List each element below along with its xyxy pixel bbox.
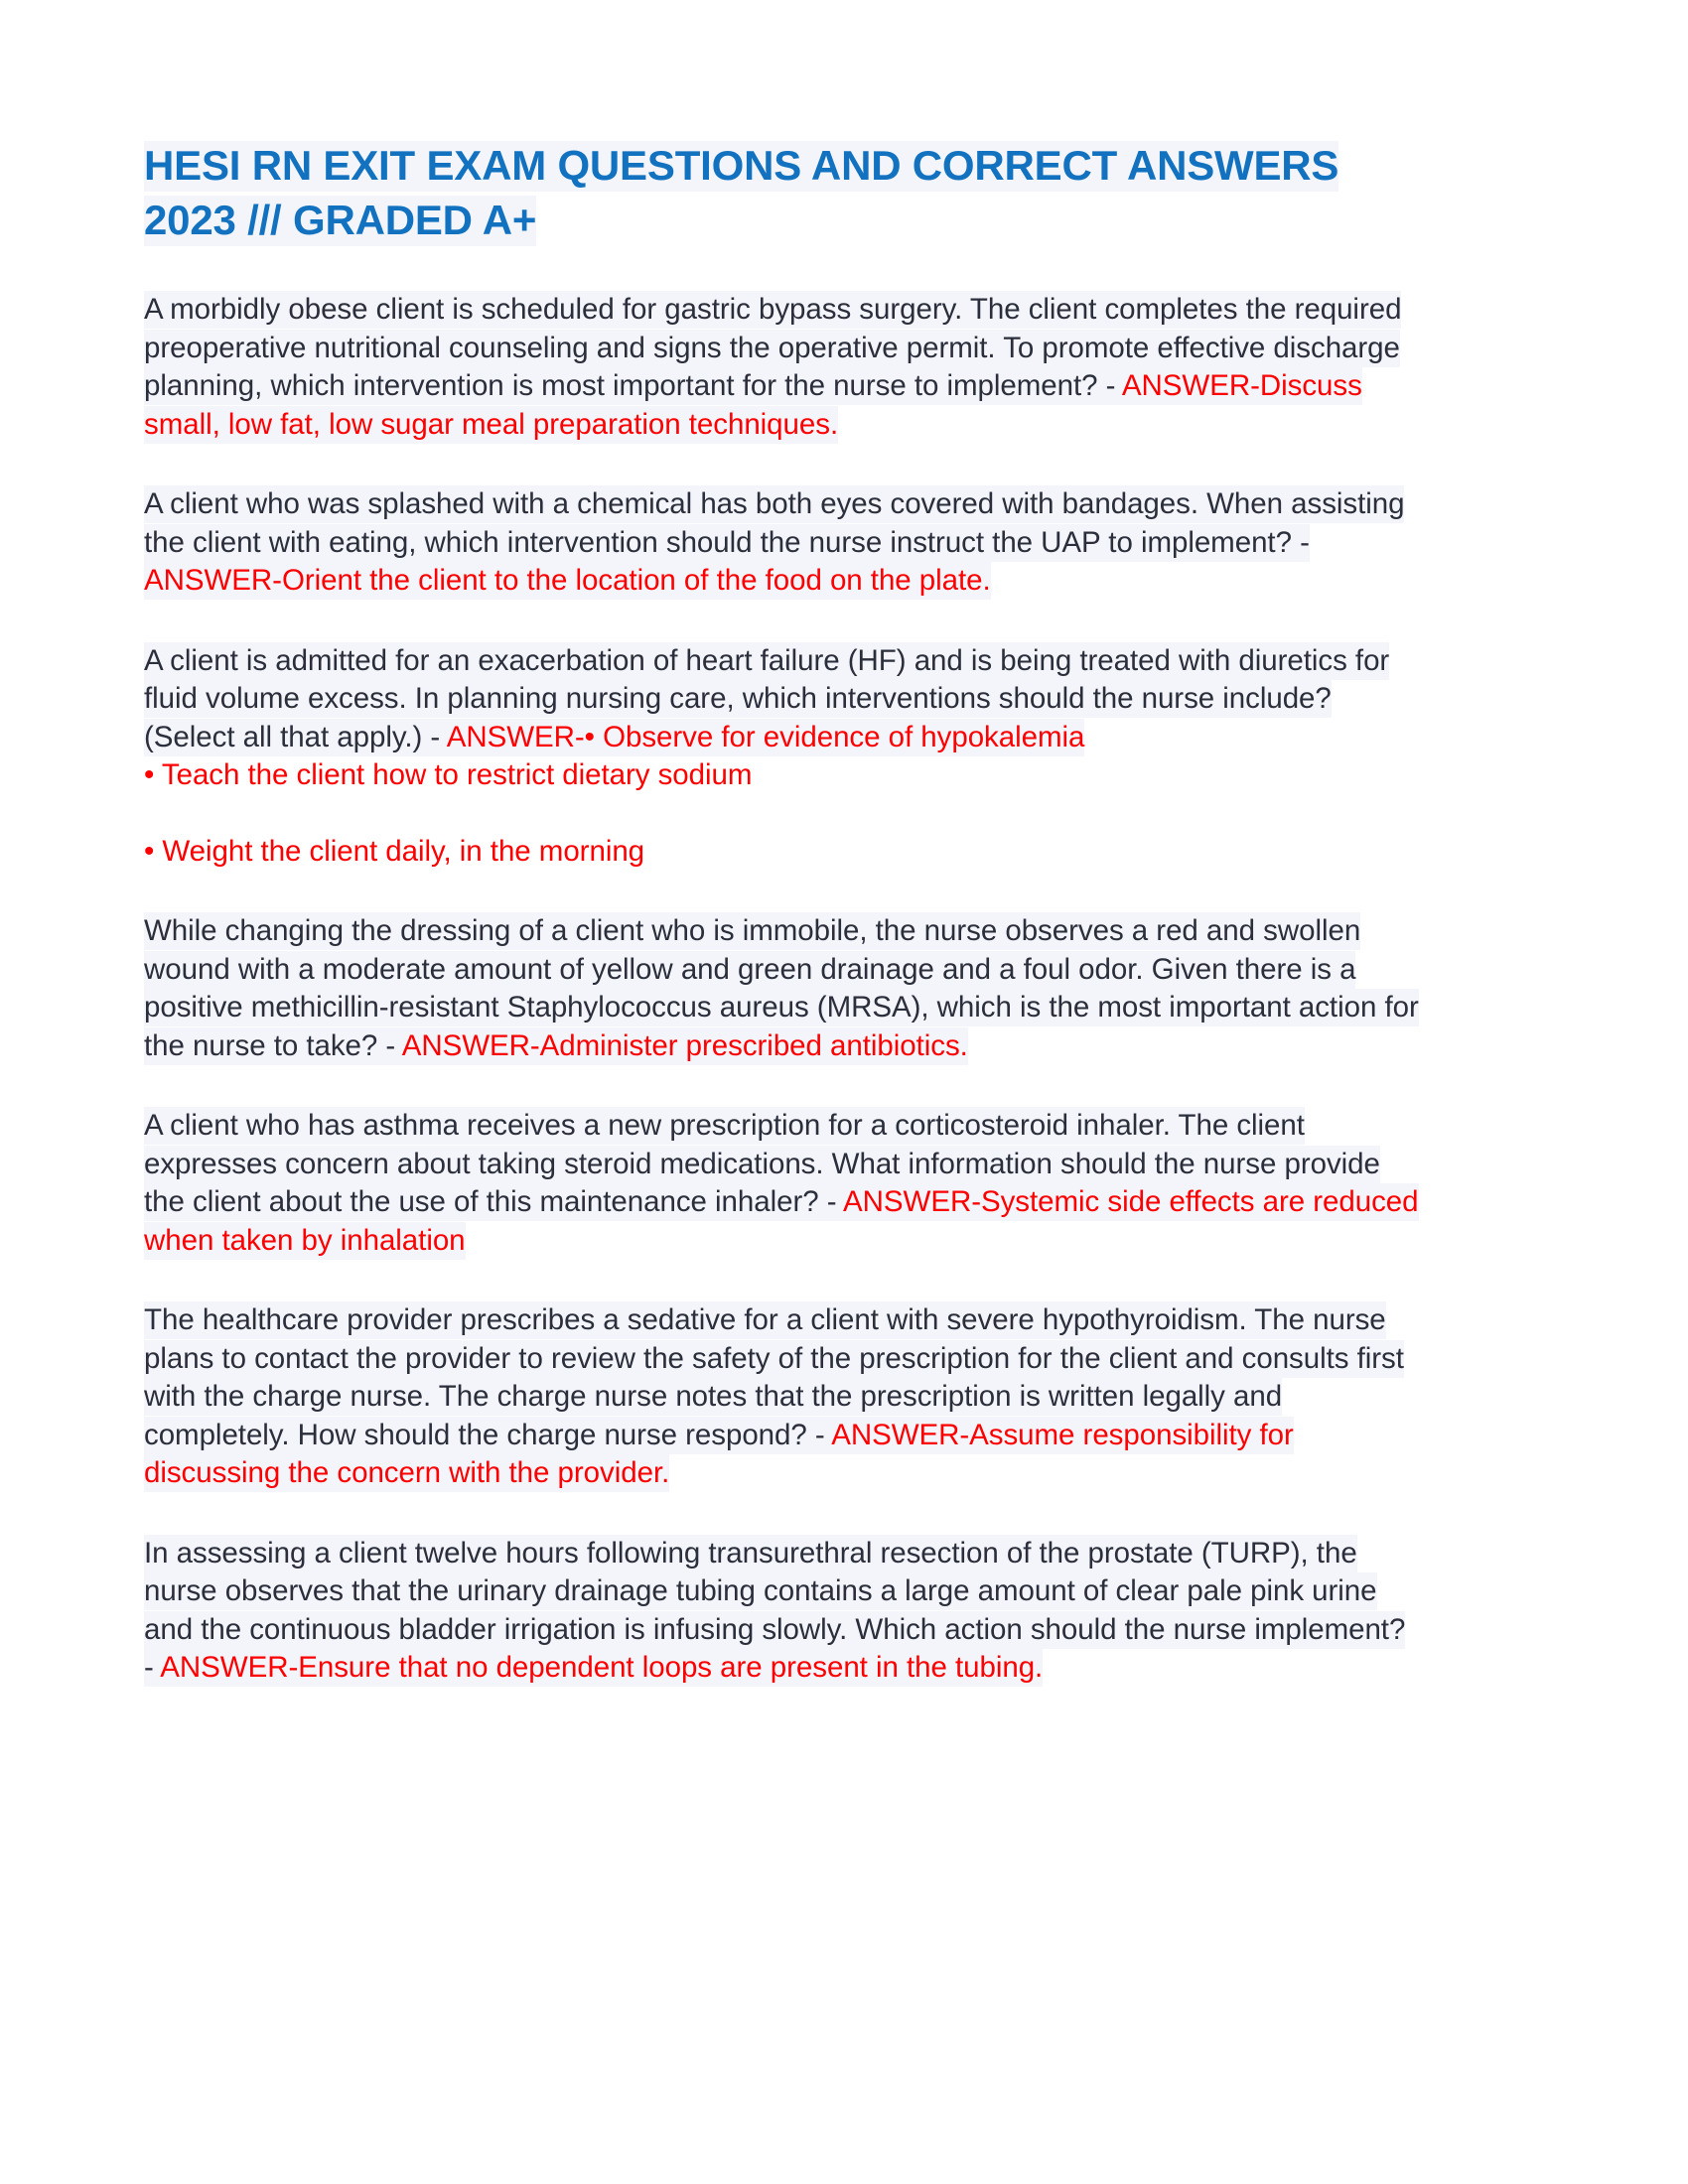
- answer-text: ANSWER-Assume responsibility for discussing the concern with the provider.: [144, 1418, 1294, 1490]
- qa-highlight: [144, 291, 1401, 443]
- answer-text: ANSWER-Ensure that no dependent loops are present in the tubing.: [160, 1651, 1044, 1685]
- qa-block: [144, 912, 1420, 1065]
- answer-bullet: • Weight the client daily, in the morning: [144, 835, 645, 868]
- question-text: The healthcare provider prescribes a sedative for a client with severe hypothyroidism. The nurse plans to contact the provider to review the safety of the prescription for the client and consults first with the charge nurse. The charge nurse notes that the prescription is written legally and completely. How should the charge nurse respond? -: [144, 1303, 1404, 1451]
- qa-highlight: [144, 1301, 1404, 1492]
- answer-text: ANSWER-Systemic side effects are reduced when taken by inhalation: [144, 1185, 1419, 1257]
- page-title-text: HESI RN EXIT EXAM QUESTIONS AND CORRECT ANSWERS 2023 /// GRADED A+: [144, 141, 1338, 246]
- question-text: A client who was splashed with a chemical has both eyes covered with bandages. When assisting the client with eating, which intervention should the nurse instruct the UAP to implement? -: [144, 487, 1405, 559]
- qa-highlight: [144, 642, 1420, 872]
- qa-block: [144, 291, 1420, 444]
- qa-block: [144, 1301, 1420, 1492]
- qa-highlight: [144, 912, 1419, 1064]
- page-title: [144, 139, 1425, 247]
- question-text: While changing the dressing of a client who is immobile, the nurse observes a red and swollen wound with a moderate amount of yellow and green drainage and a foul odor. Given there is a positive methicillin-resistant Staphylococcus aureus (MRSA), which is the most important action for the nurse to take? -: [144, 914, 1419, 1062]
- qa-block: [144, 1535, 1420, 1688]
- answer-text: ANSWER-Discuss small, low fat, low sugar meal preparation techniques.: [144, 369, 1362, 441]
- question-text: A morbidly obese client is scheduled for gastric bypass surgery. The client completes the required preoperative nutritional counseling and signs the operative permit. To promote effective discharge planning, which intervention is most important for the nurse to implement? -: [144, 293, 1402, 403]
- qa-block: [144, 1107, 1420, 1260]
- question-text: A client who has asthma receives a new prescription for a corticosteroid inhaler. The client expresses concern about taking steroid medications. What information should the nurse provide the client about the use of this maintenance inhaler? -: [144, 1109, 1380, 1219]
- answer-bullet: • Teach the client how to restrict dietary sodium: [144, 758, 753, 792]
- question-answer-list: [144, 291, 1549, 1688]
- qa-block: [144, 642, 1420, 872]
- answer-text: ANSWER-• Observe for evidence of hypokalemia: [446, 720, 1085, 753]
- question-text: In assessing a client twelve hours following transurethral resection of the prostate (TURP), the nurse observes that the urinary drainage tubing contains a large amount of clear pale pink urine and the continuous bladder irrigation is infusing slowly. Which action should the nurse implement? -: [144, 1536, 1406, 1685]
- qa-highlight: [144, 485, 1404, 600]
- qa-block: [144, 485, 1420, 600]
- question-text: A client is admitted for an exacerbation of heart failure (HF) and is being treated with diuretics for fluid volume excess. In planning nursing care, which interventions should the nurse include? (Select all that apply.) -: [144, 643, 1390, 753]
- qa-highlight: [144, 1535, 1405, 1687]
- qa-highlight: [144, 1107, 1419, 1259]
- answer-text: ANSWER-Administer prescribed antibiotics.: [401, 1028, 968, 1062]
- answer-text: ANSWER-Orient the client to the location of the food on the plate.: [144, 564, 991, 598]
